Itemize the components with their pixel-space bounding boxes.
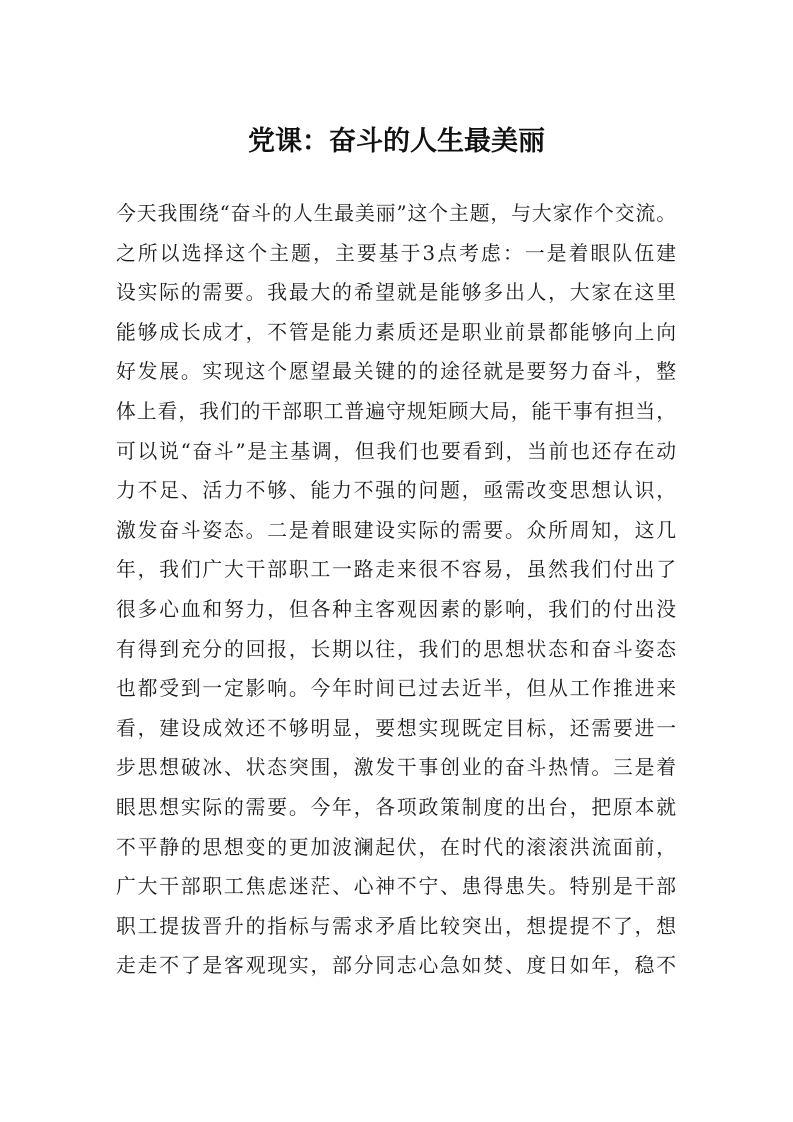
body-line: 广大干部职工焦虑迷茫、心神不宁、患得患失。特别是干部	[116, 875, 676, 899]
body-line: 设实际的需要。我最大的希望就是能够多出人，大家在这里	[116, 281, 676, 305]
document-title: 党课：奋斗的人生最美丽	[248, 126, 545, 157]
body-line: 也都受到一定影响。今年时间已过去近半，但从工作推进来	[116, 677, 676, 701]
body-line: 年，我们广大干部职工一路走来很不容易，虽然我们付出了	[116, 558, 676, 582]
body-line: 眼思想实际的需要。今年，各项政策制度的出台，把原本就	[116, 795, 676, 819]
body-line: 步思想破冰、状态突围，激发干事创业的奋斗热情。三是着	[116, 756, 676, 780]
body-line: 力不足、活力不够、能力不强的问题，亟需改变思想认识，	[116, 479, 676, 503]
body-line: 有得到充分的回报，长期以往，我们的思想状态和奋斗姿态	[116, 637, 676, 661]
body-line: 可以说“奋斗”是主基调，但我们也要看到，当前也还存在动	[116, 439, 676, 463]
body-line: 看，建设成效还不够明显，要想实现既定目标，还需要进一	[116, 716, 676, 740]
document-body	[116, 194, 676, 986]
body-line: 很多心血和努力，但各种主客观因素的影响，我们的付出没	[116, 597, 676, 621]
body-line: 走走不了是客观现实，部分同志心急如焚、度日如年，稳不	[116, 954, 676, 978]
body-line: 今天我围绕“奋斗的人生最美丽”这个主题，与大家作个交流。	[116, 202, 676, 225]
body-line: 体上看，我们的干部职工普遍守规矩顾大局，能干事有担当，	[116, 399, 676, 423]
body-line: 好发展。实现这个愿望最关键的的途径就是要努力奋斗，整	[116, 360, 676, 384]
body-line: 职工提拔晋升的指标与需求矛盾比较突出，想提提不了，想	[116, 914, 676, 938]
body-line: 不平静的思想变的更加波澜起伏，在时代的滚滚洪流面前，	[116, 835, 676, 859]
body-line: 能够成长成才，不管是能力素质还是职业前景都能够向上向	[116, 320, 676, 344]
body-line: 激发奋斗姿态。二是着眼建设实际的需要。众所周知，这几	[116, 518, 676, 542]
body-line: 之所以选择这个主题，主要基于3点考虑：一是着眼队伍建	[116, 241, 676, 265]
